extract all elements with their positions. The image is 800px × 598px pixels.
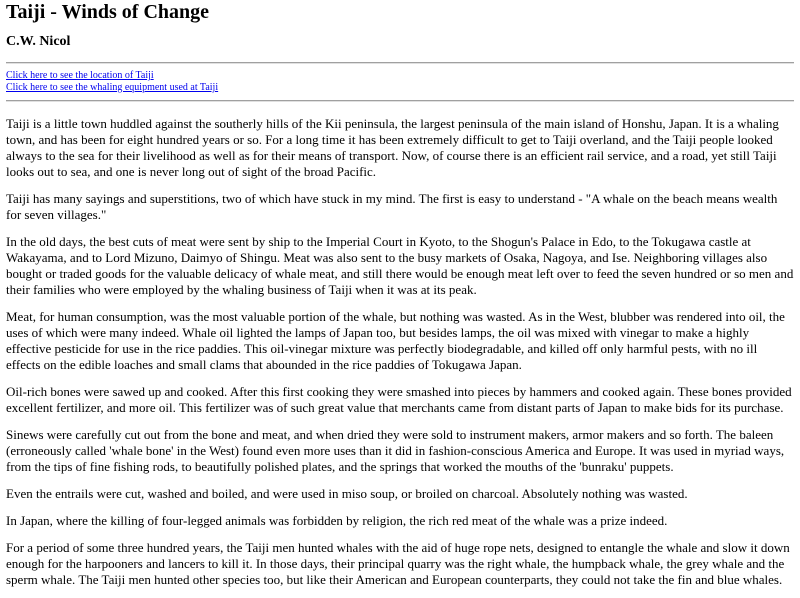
paragraph: Taiji is a little town huddled against the southerly hills of the Kii peninsula, the largest peninsula of the main island of Honshu, Japan. It is a whaling town, and has been for eight hundred years or so. For a long time it has been extremely difficult to get to Taiji overland, and the Taiji people looked always to the sea for their livelihood as well as for their means of transport. Now, of course there is an efficient rail service, and a road, yet still Taiji looks out to sea, and one is never long out of sight of the broad Pacific. [6, 116, 779, 179]
link-list [6, 70, 794, 94]
paragraph: Taiji has many sayings and superstitions, two of which have stuck in my mind. The first is easy to understand - "A whale on the beach means wealth for seven villages." [6, 191, 778, 222]
paragraph: Sinews were carefully cut out from the bone and meat, and when dried they were sold to instrument makers, armor makers and so forth. The baleen (erroneously called 'whale bone' in the West) found even more uses than it did in fashion-conscious America and Europe. It was used in myriad ways, from the tips of fine fishing rods, to beautifully polished plates, and the springs that worked the mouths of the 'bunraku' puppets. [6, 427, 785, 474]
whaling-equipment-link[interactable]: Click here to see the whaling equipment used at Taiji [6, 82, 219, 93]
paragraph: Oil-rich bones were sawed up and cooked. After this first cooking they were smashed into pieces by hammers and cooked again. These bones provided excellent fertilizer, and more oil. This fertilizer was of such great value that merchants came from distant parts of Japan to make bids for its purchase. [6, 384, 792, 415]
top-divider [6, 62, 794, 64]
paragraph: In Japan, where the killing of four-legged animals was forbidden by religion, the rich red meat of the whale was a prize indeed. [6, 513, 668, 528]
bottom-divider [6, 100, 794, 102]
paragraph: For a period of some three hundred years, the Taiji men hunted whales with the aid of huge rope nets, designed to entangle the whale and slow it down enough for the harpooners and lancers to kill it. In those days, their principal quarry was the right whale, the humpback whale, the grey whale and the sperm whale. The Taiji men hunted other species too, but like their American and European counterparts, they could not take the fin and blue whales. [6, 540, 790, 587]
location-link[interactable]: Click here to see the location of Taiji [6, 70, 154, 81]
article-body [6, 116, 794, 588]
paragraph: Even the entrails were cut, washed and boiled, and were used in miso soup, or broiled on charcoal. Absolutely nothing was wasted. [6, 486, 688, 501]
paragraph: Meat, for human consumption, was the most valuable portion of the whale, but nothing was wasted. As in the West, blubber was rendered into oil, the uses of which were many indeed. Whale oil lighted the lamps of Japan too, but besides lamps, the oil was mixed with vinegar to make a highly effective pesticide for use in the rice paddies. This oil-vinegar mixture was perfectly biodegradable, and killed off only harmful pests, with no ill effects on the edible loaches and small clams that abounded in the rice paddies of Tokugawa Japan. [6, 309, 785, 372]
page-title: Taiji - Winds of Change [6, 1, 210, 23]
paragraph: In the old days, the best cuts of meat were sent by ship to the Imperial Court in Kyoto, to the Shogun's Palace in Edo, to the Tokugawa castle at Wakayama, and to Lord Mizuno, Daimyo of Shingu. Meat was also sent to the busy markets of Osaka, Nagoya, and Ise. Neighboring villages also bought or traded goods for the valuable delicacy of whale meat, and still there would be enough meat left over to feed the seven hundred or so men and their families who were employed by the whaling business of Taiji when it was at its peak. [6, 234, 794, 297]
author-name: C.W. Nicol [6, 34, 71, 49]
